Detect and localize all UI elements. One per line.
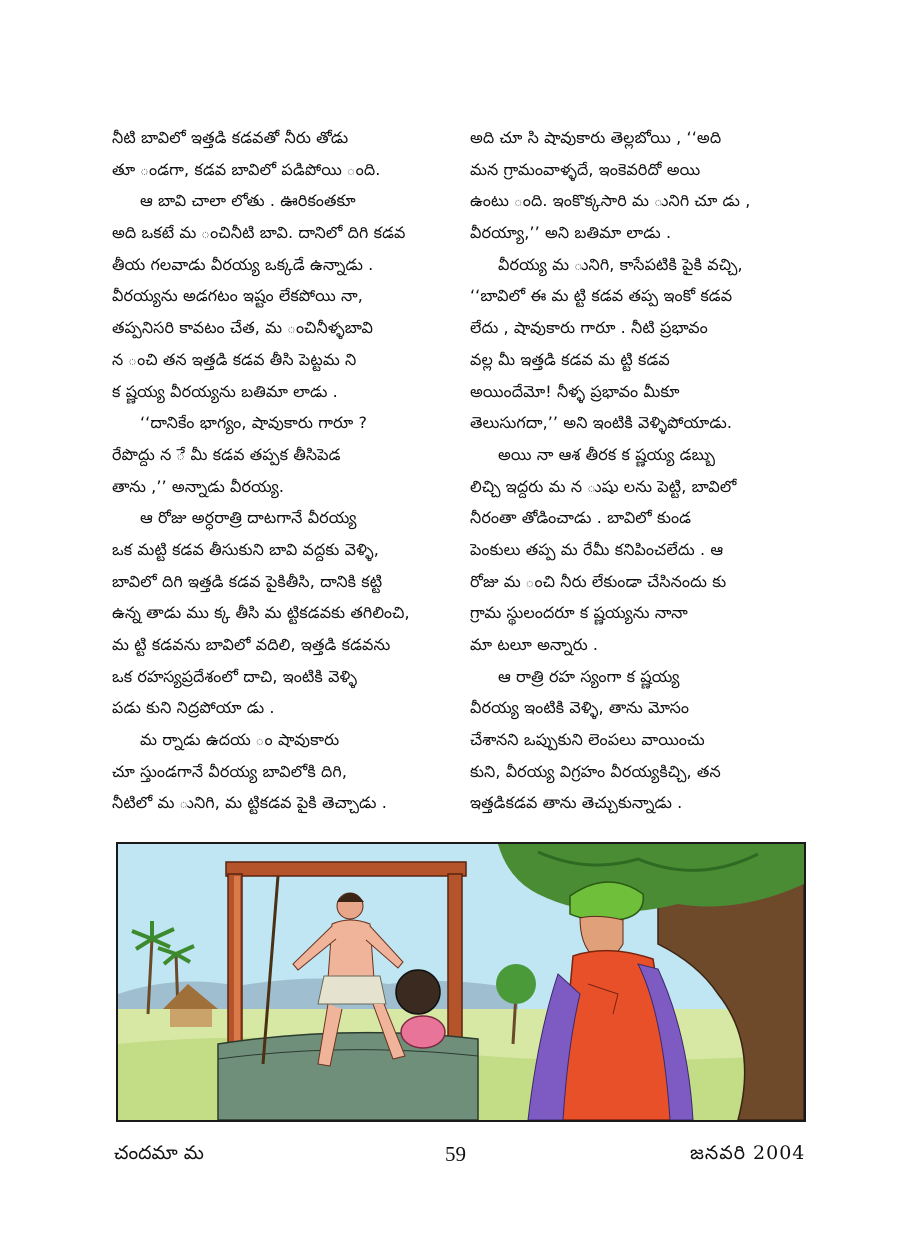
- text-line: వల్ల మీ ఇత్తడి కడవ మ ట్టి కడవ: [470, 349, 670, 369]
- text-line: వీరయ్యా,’’ అని బతిమా లాడు .: [470, 223, 672, 243]
- text-line: ‘‘దానికేం భాగ్యం, షావుకారు గారూ ?: [140, 413, 368, 433]
- text-line: న ంచి తన ఇత్తడి కడవ తీసి పెట్టమ ని: [112, 349, 357, 369]
- text-line: ‘‘బావిలో ఈ మ ట్టి కడవ తప్ప ఇంకో కడవ: [470, 286, 733, 306]
- text-line: నీరంతా తోడించాడు . బావిలో కుండ: [470, 508, 692, 528]
- text-line: వీరయ్య మ ునిగి, కాసేపటికి పైకి వచ్చి,: [498, 254, 743, 274]
- text-line: తాను ,’’ అన్నాడు వీరయ్య.: [112, 476, 285, 496]
- text-line: చూ స్తుండగానే వీరయ్య బావిలోకి దిగి,: [112, 761, 348, 781]
- text-line: రేపొద్దు న ే మీ కడవ తప్పక తీసిపెడ: [112, 444, 341, 464]
- magazine-name: చందమా మ: [114, 1142, 204, 1164]
- text-line: కుని, వీరయ్య విగ్రహం వీరయ్యకిచ్చి, తన: [470, 761, 721, 781]
- text-line: బావిలో దిగి ఇత్తడి కడవ పైకితీసి, దానికి కట్టి: [112, 571, 383, 591]
- text-line: అయి నా ఆశ తీరక క ష్ణయ్య డబ్బు: [498, 444, 716, 464]
- text-line: ఆ రాత్రి రహ స్యంగా క ష్ణయ్య: [498, 666, 680, 686]
- well-scene-drawing: [118, 844, 804, 1120]
- text-line: మా టలూ అన్నారు .: [470, 635, 599, 654]
- text-column-right: [470, 122, 815, 819]
- text-line: లిచ్చి ఇద్దరు మ న ుషు లను పెట్టి, బావిలో: [470, 476, 737, 496]
- text-line: అది ఒకటే మ ంచినీటి బావి. దానిలో దిగి కడవ: [112, 223, 406, 243]
- text-line: వీరయ్యను అడగటం ఇష్టం లేకపోయి నా,: [112, 286, 363, 306]
- clay-pot: [401, 1016, 445, 1048]
- page-number: 59: [445, 1142, 466, 1166]
- text-line: నీటిలో మ ునిగి, మ ట్టికడవ పైకి తెచ్చాడు .: [112, 793, 387, 813]
- text-line: గ్రామ స్థులందరూ క ష్ణయ్యను నానా: [470, 603, 688, 623]
- text-line: మ ట్టి కడవను బావిలో వదిలి, ఇత్తడి కడవను: [112, 635, 391, 654]
- text-line: పడు కుని నిద్రపోయా డు .: [112, 698, 275, 718]
- text-line: తప్పనిసరి కావటం చేత, మ ంచినీళ్ళబావి: [112, 318, 373, 338]
- text-line: మన గ్రామంవాళ్ళదే, ఇంకెవరిదో అయి: [470, 159, 701, 179]
- text-line: రోజు మ ంచి నీరు లేకుండా చేసినందు కు: [470, 571, 727, 591]
- text-line: ఆ బావి చాలా లోతు . ఊరికంతకూ: [140, 191, 356, 211]
- text-line: అయిందేమో! నీళ్ళ ప్రభావం మీకూ: [470, 381, 680, 401]
- issue-date: జనవరి 2004: [690, 1142, 806, 1164]
- text-line: ఇత్తడికడవ తాను తెచ్చుకున్నాడు .: [470, 793, 683, 813]
- text-line: ఒక రహస్యప్రదేశంలో దాచి, ఇంటికి వెళ్ళి: [112, 666, 358, 686]
- text-line: తీయ గలవాడు వీరయ్య ఒక్కడే ఉన్నాడు .: [112, 254, 374, 274]
- text-column-left: [112, 122, 472, 819]
- text-line: చేశానని ఒప్పుకుని లెంపలు వాయించు: [470, 730, 705, 750]
- text-line: క ష్ణయ్య వీరయ్యను బతిమా లాడు .: [112, 381, 338, 401]
- text-line: ఒక మట్టి కడవ తీసుకుని బావి వద్దకు వెళ్ళి,: [112, 539, 379, 559]
- dark-pot: [396, 970, 440, 1014]
- text-line: ఆ రోజు అర్ధరాత్రి దాటగానే వీరయ్య: [140, 508, 357, 528]
- text-line: నీటి బావిలో ఇత్తడి కడవతో నీరు తోడు: [112, 128, 349, 147]
- text-line: లేదు , షావుకారు గారూ . నీటి ప్రభావం: [470, 318, 708, 338]
- text-line: ఉంటు ంది. ఇంకొక్కసారి మ ునిగి చూ డు ,: [470, 191, 751, 211]
- text-line: ఉన్న తాడు ము క్క తీసి మ ట్టికడవకు తగిలించి,: [112, 603, 410, 623]
- text-line: అది చూ సి షావుకారు తెల్లబోయి , ‘‘అది: [470, 128, 722, 147]
- text-line: తూ ండగా, కడవ బావిలో పడిపోయి ంది.: [112, 159, 381, 179]
- text-line: మ ర్నాడు ఉదయ ం షావుకారు: [140, 730, 340, 750]
- text-line: తెలుసుగదా,’’ అని ఇంటికి వెళ్ళిపోయాడు.: [470, 413, 733, 433]
- text-line: వీరయ్య ఇంటికి వెళ్ళి, తాను మోసం: [470, 698, 690, 718]
- text-line: పెంకులు తప్ప మ రేమీ కనిపించలేదు . ఆ: [470, 539, 724, 559]
- story-illustration: [116, 842, 806, 1122]
